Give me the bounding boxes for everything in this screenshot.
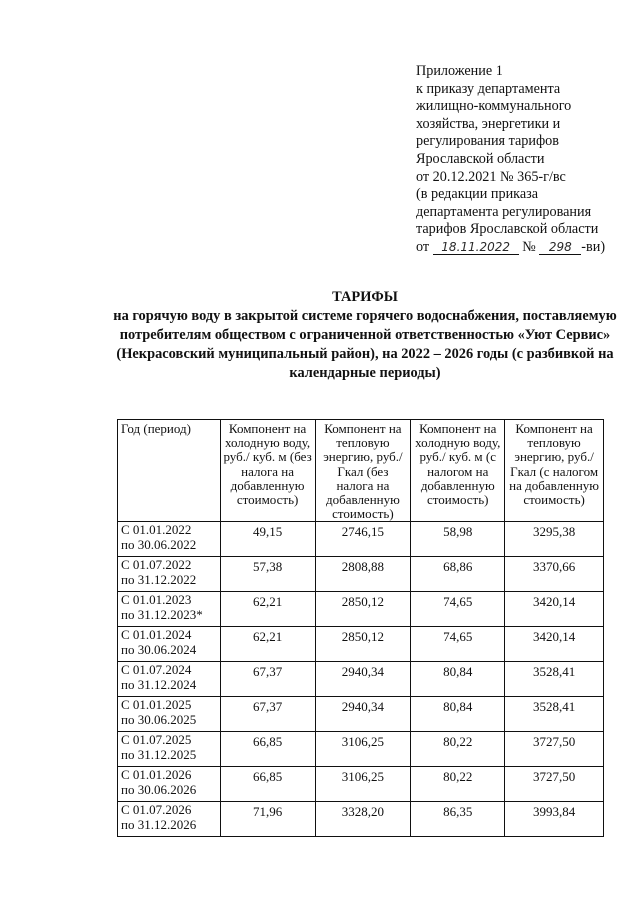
period-start: С 01.01.2022 (121, 522, 192, 538)
period-end: по 31.12.2026 (121, 816, 197, 832)
appendix-line: регулирования тарифов (416, 133, 559, 150)
period-start: С 01.01.2025 (121, 697, 192, 713)
period-end: по 30.06.2022 (121, 536, 197, 552)
table-row (118, 627, 604, 662)
tariffs-table (117, 419, 604, 837)
heat-energy-no-vat-cell: 2808,88 (315, 557, 411, 592)
period-end: по 30.06.2025 (121, 711, 197, 727)
period-start: С 01.07.2025 (121, 732, 192, 748)
period-end: по 31.12.2022 (121, 571, 197, 587)
appendix-line: хозяйства, энергетики и (416, 115, 561, 132)
period-start: С 01.07.2026 (121, 802, 192, 818)
table-row (118, 592, 604, 627)
period-cell (118, 732, 221, 767)
document-heading: ТАРИФЫ (332, 289, 398, 305)
heat-energy-no-vat-cell: 2850,12 (315, 592, 411, 627)
cold-water-no-vat-cell: 62,21 (220, 592, 315, 627)
heat-energy-no-vat-cell: 2746,15 (315, 522, 411, 557)
period-cell (118, 592, 221, 627)
header-cold-water-vat: Компонент на холодную воду, руб./ куб. м (с налогом на добавленную стоимость) (411, 420, 505, 522)
period-cell (118, 697, 221, 732)
appendix-block (416, 63, 636, 257)
cold-water-no-vat-cell: 66,85 (220, 767, 315, 802)
cold-water-no-vat-cell: 62,21 (220, 627, 315, 662)
appendix-line: Приложение 1 (416, 63, 503, 79)
period-cell (118, 522, 221, 557)
table-row (118, 732, 604, 767)
appendix-line: жилищно-коммунального (416, 98, 572, 115)
heat-energy-vat-cell: 3727,50 (505, 767, 604, 802)
cold-water-no-vat-cell: 57,38 (220, 557, 315, 592)
table-row (118, 767, 604, 802)
table-header-row (118, 420, 604, 522)
cold-water-no-vat-cell: 67,37 (220, 662, 315, 697)
cold-water-vat-cell: 74,65 (411, 627, 505, 662)
cold-water-vat-cell: 80,22 (411, 732, 505, 767)
period-cell (118, 662, 221, 697)
cold-water-vat-cell: 58,98 (411, 522, 505, 557)
header-cold-water-no-vat: Компонент на холодную воду, руб./ куб. м (без налога на добавленную стоимость) (220, 420, 315, 522)
heat-energy-vat-cell: 3420,14 (505, 592, 604, 627)
period-cell (118, 627, 221, 662)
appendix-line: (в редакции приказа (416, 186, 539, 203)
appendix-from-label: от (416, 238, 430, 255)
period-end: по 31.12.2025 (121, 746, 197, 762)
table-row (118, 697, 604, 732)
period-cell (118, 802, 221, 837)
heat-energy-vat-cell: 3993,84 (505, 802, 604, 837)
heat-energy-no-vat-cell: 2850,12 (315, 627, 411, 662)
appendix-suffix: -ви) (581, 238, 606, 255)
period-cell (118, 557, 221, 592)
period-cell (118, 767, 221, 802)
heat-energy-no-vat-cell: 3328,20 (315, 802, 411, 837)
handwritten-date: 18.11.2022 (433, 240, 519, 255)
heat-energy-vat-cell: 3420,14 (505, 627, 604, 662)
cold-water-vat-cell: 74,65 (411, 592, 505, 627)
heat-energy-vat-cell: 3528,41 (505, 697, 604, 732)
table-row (118, 802, 604, 837)
appendix-line: тарифов Ярославской области (416, 221, 599, 238)
period-start: С 01.01.2023 (121, 592, 192, 608)
period-start: С 01.01.2024 (121, 627, 192, 643)
appendix-line: к приказу департамента (416, 80, 561, 97)
period-end: по 31.12.2024 (121, 676, 197, 692)
heat-energy-no-vat-cell: 2940,34 (315, 697, 411, 732)
document-title-block (110, 288, 620, 383)
appendix-line: от 20.12.2021 № 365-г/вс (416, 168, 566, 185)
period-end: по 30.06.2026 (121, 781, 197, 797)
appendix-line: Ярославской области (416, 150, 545, 167)
handwritten-number: 298 (539, 240, 581, 255)
cold-water-vat-cell: 80,84 (411, 697, 505, 732)
header-period: Год (период) (118, 420, 221, 522)
cold-water-vat-cell: 80,22 (411, 767, 505, 802)
heat-energy-no-vat-cell: 3106,25 (315, 767, 411, 802)
heat-energy-vat-cell: 3295,38 (505, 522, 604, 557)
cold-water-no-vat-cell: 66,85 (220, 732, 315, 767)
appendix-amendment-line (416, 239, 605, 255)
period-end: по 31.12.2023* (121, 606, 203, 622)
number-sign: № (522, 238, 536, 255)
cold-water-vat-cell: 86,35 (411, 802, 505, 837)
heat-energy-vat-cell: 3528,41 (505, 662, 604, 697)
cold-water-no-vat-cell: 71,96 (220, 802, 315, 837)
heat-energy-no-vat-cell: 2940,34 (315, 662, 411, 697)
period-end: по 30.06.2024 (121, 641, 197, 657)
document-subtitle: на горячую воду в закрытой системе горячего водоснабжения, поставляемую потребителям обществом с ограниченной ответственностью «Уют Сервис» (Некрасовский муниципальный район), на 2022 – 2026 годы (с разбивкой на календарные периоды) (113, 308, 617, 381)
table-row (118, 557, 604, 592)
period-start: С 01.01.2026 (121, 767, 192, 783)
period-start: С 01.07.2022 (121, 557, 192, 573)
table-row (118, 662, 604, 697)
appendix-line: департамента регулирования (416, 203, 592, 220)
header-heat-energy-vat: Компонент на тепловую энергию, руб./Гкал (с налогом на добавленную стоимость) (505, 420, 604, 522)
cold-water-no-vat-cell: 67,37 (220, 697, 315, 732)
cold-water-no-vat-cell: 49,15 (220, 522, 315, 557)
period-start: С 01.07.2024 (121, 662, 192, 678)
heat-energy-vat-cell: 3370,66 (505, 557, 604, 592)
table-row (118, 522, 604, 557)
header-heat-energy-no-vat: Компонент на тепловую энергию, руб./Гкал (без налога на добавленную стоимость) (315, 420, 411, 522)
cold-water-vat-cell: 80,84 (411, 662, 505, 697)
heat-energy-vat-cell: 3727,50 (505, 732, 604, 767)
cold-water-vat-cell: 68,86 (411, 557, 505, 592)
heat-energy-no-vat-cell: 3106,25 (315, 732, 411, 767)
